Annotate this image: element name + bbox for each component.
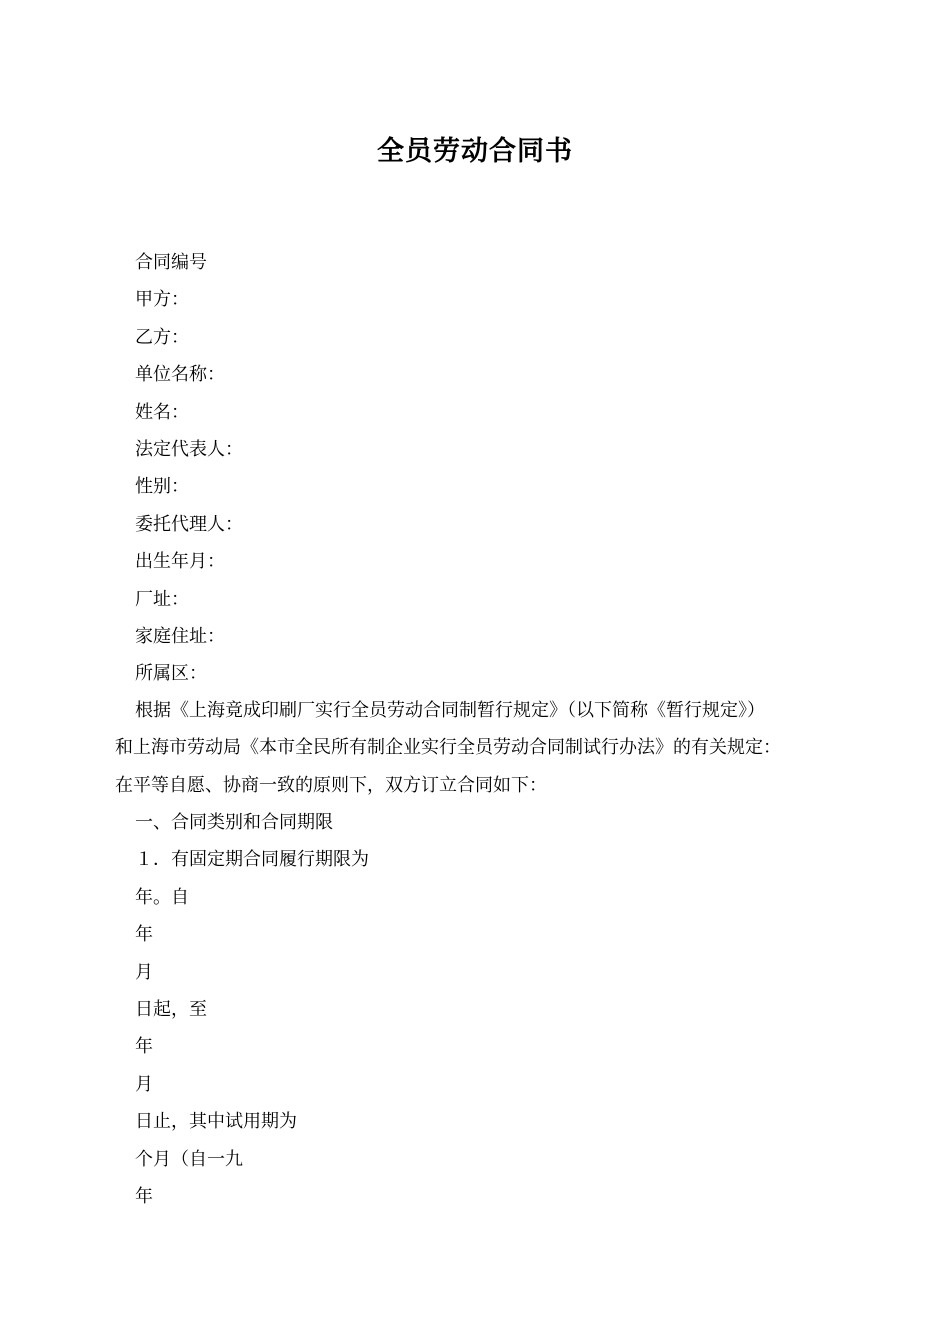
- body-line: 月: [135, 1073, 153, 1095]
- preamble-paragraph: [115, 692, 835, 804]
- field-factory-address: 厂址：: [135, 588, 189, 610]
- body-line: 年。自: [135, 886, 189, 908]
- preamble-line: 和上海市劳动局《本市全民所有制企业实行全员劳动合同制试行办法》的有关规定：: [115, 737, 781, 759]
- field-company-name: 单位名称：: [135, 364, 225, 386]
- body-line: 个月（自一九: [135, 1148, 243, 1170]
- section-heading: 一、合同类别和合同期限: [135, 812, 333, 833]
- contract-body: [135, 804, 835, 1215]
- field-birth-date: 出生年月：: [135, 551, 225, 573]
- field-home-address: 家庭住址：: [135, 625, 225, 647]
- field-authorized-agent: 委托代理人：: [135, 513, 243, 535]
- body-line: 年: [135, 1185, 153, 1207]
- contract-fields: [135, 244, 835, 693]
- preamble-line: 根据《上海竟成印刷厂实行全员劳动合同制暂行规定》（以下简称《暂行规定》）: [135, 700, 765, 721]
- body-line: 月: [135, 961, 153, 983]
- body-line: 日止，其中试用期为: [135, 1111, 297, 1133]
- body-line: 年: [135, 924, 153, 946]
- document-title: 全员劳动合同书: [377, 136, 573, 167]
- body-line: 年: [135, 1036, 153, 1058]
- field-party-a: 甲方：: [135, 289, 189, 311]
- field-name: 姓名：: [135, 401, 189, 423]
- body-line: 日起，至: [135, 998, 207, 1020]
- field-legal-representative: 法定代表人：: [135, 438, 243, 460]
- field-gender: 性别：: [135, 476, 189, 498]
- field-contract-number: 合同编号: [135, 252, 207, 273]
- preamble-line: 在平等自愿、协商一致的原则下，双方订立合同如下：: [115, 774, 547, 796]
- field-party-b: 乙方：: [135, 326, 189, 348]
- body-line: １．有固定期合同履行期限为: [135, 849, 369, 871]
- field-district: 所属区：: [135, 663, 207, 685]
